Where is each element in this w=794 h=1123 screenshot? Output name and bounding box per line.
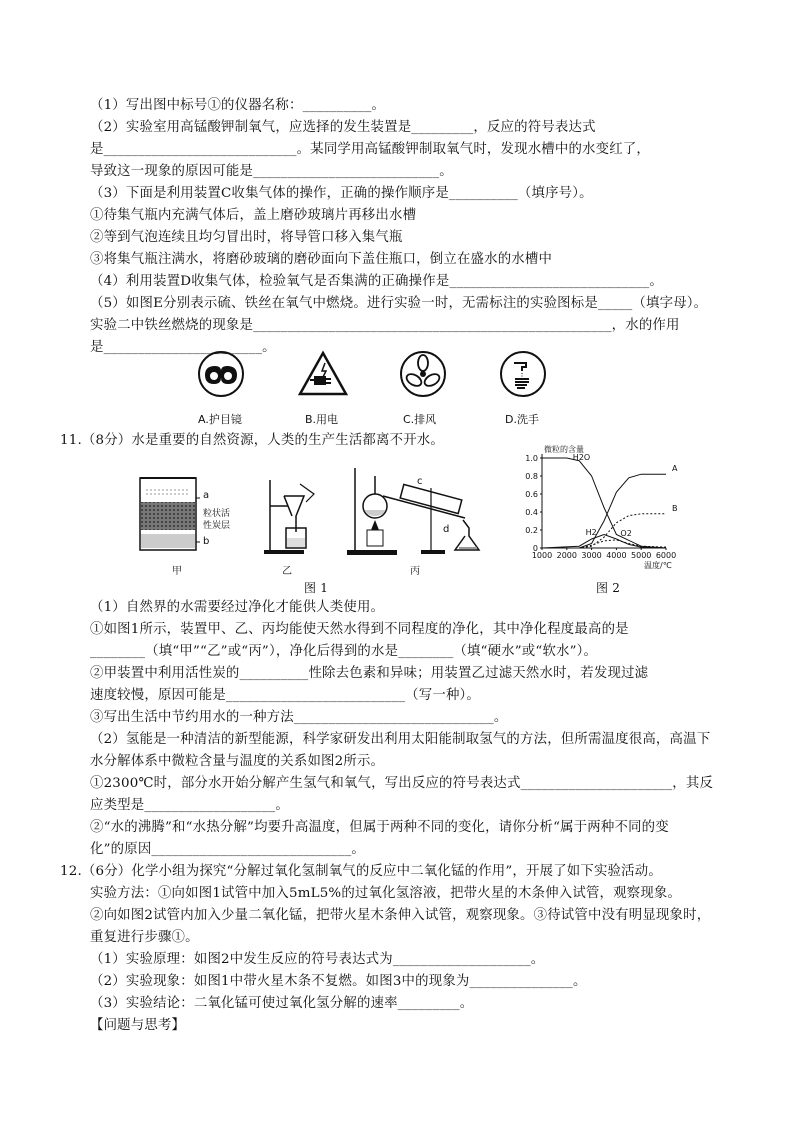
q-text-line: ③将集气瓶注满水，将磨砂玻璃的磨砂面向下盖住瓶口，倒立在盛水的水槽中 [90,252,553,267]
q-text-line: 化”的原因_____________________________。 [90,842,365,857]
x-tick-label: 6000 [655,551,677,560]
q-text-line: （2）实验现象：如图1中带火星木条不复燃。如图3中的现象为_______________。 [90,974,587,989]
series-label: B [672,503,678,513]
x-tick-label: 1000 [531,551,553,560]
label-a: a [203,490,210,501]
q-text-line: 重复进行步骤①。 [90,930,199,945]
q-text-line: 【问题与思考】 [90,1018,186,1033]
ventilation-icon [398,349,448,399]
label-b: b [203,536,210,547]
figure2-caption: 图 2 [596,581,621,595]
series-label: H2 [585,528,597,537]
q-text-line: ②向如图2试管内加入少量二氧化锰，把带火星木条伸入试管，观察现象。③待试管中没有明显现象时， [90,908,711,923]
q-text-line: （3）下面是利用装置C收集气体的操作，正确的操作顺序是__________（填序号）。 [90,186,593,201]
q-text-line: （3）实验结论：二氧化锰可使过氧化氢分解的速率_________。 [90,996,474,1011]
q-text-line: 12.（6分）化学小组为探究“分解过氧化氢制氧气的反应中二氧化锰的作用”，开展了如下实验活动。 [60,864,662,879]
water-purifier-apparatus [136,472,200,554]
q-text-line: ③写出生活中节约用水的一种方法_____________________________。 [90,710,508,725]
q-text-line: （5）如图E分别表示硫、铁丝在氧气中燃烧。进行实验一时，无需标注的实验图标是_____（填字母）。 [90,296,708,311]
x-tick-label: 2000 [556,551,577,560]
y-axis-label: 微粒的含量 [544,445,584,454]
label-c: c [417,476,423,487]
hand-wash-icon [498,349,548,399]
q-text-line: （2）实验室用高锰酸钾制氧气，应选择的发生装置是_________，反应的符号表达式 [90,120,596,135]
series-label: H2O [572,453,591,462]
y-tick-label: 1.0 [525,454,538,463]
q-text-line: ________（填“甲”“乙”或“丙”），净化后得到的水是________（填“硬水”或“软水”）。 [90,644,598,659]
x-tick-label: 5000 [631,551,652,560]
carbon-layer-label: 性炭层 [203,521,231,531]
q-text-line: 11.（8分）水是重要的自然资源，人类的生产生活都离不开水。 [60,433,444,448]
q-text-line: ②等到气泡连续且均匀冒出时，将导管口移入集气瓶 [90,230,403,245]
series-label: A [672,464,678,474]
icon-caption: D.洗手 [505,413,539,426]
series-label: O2 [620,528,632,538]
q-text-line: （2）氢能是一种清洁的新型能源，科学家研发出利用太阳能制取氢气的方法，但所需温度很高，高温下 [90,732,711,747]
q-text-line: 实验方法：①向如图1试管中加入5mL5%的过氧化氢溶液，把带火星的木条伸入试管，观察现象。 [90,886,682,901]
q-text-line: ①如图1所示，装置甲、乙、丙均能使天然水得到不同程度的净化，其中净化程度最高的是 [90,622,629,637]
q-text-line: ①待集气瓶内充满气体后，盖上磨砂玻璃片再移出水槽 [90,208,417,223]
x-axis-label: 温度/℃ [644,561,672,570]
q-text-line: ①2300℃时，部分水开始分解产生氢气和氧气，写出反应的符号表达式______________________，其反 [90,776,714,791]
icon-caption: C.排风 [403,413,437,426]
apparatus-label-jia: 甲 [172,566,182,577]
y-tick-label: 0.6 [525,490,538,499]
icon-caption: B.用电 [305,413,339,426]
x-tick-label: 3000 [581,551,602,560]
apparatus-label-bing: 丙 [410,566,420,577]
figure1-caption: 图 1 [304,581,329,595]
q-text-line: 导致这一现象的原因可能是___________________________。 [90,164,453,179]
q-text-line: ②甲装置中利用活性炭的__________性除去色素和异味；用装置乙过滤天然水时，若发现过滤 [90,666,649,681]
electricity-icon [296,349,350,399]
icon-caption: A.护目镜 [198,413,242,426]
q-text-line: 水分解体系中微粒含量与温度的关系如图2所示。 [90,754,385,769]
q-text-line: （1）自然界的水需要经过净化才能供人类使用。 [90,600,385,615]
q-text-line: 是_______________________。 [90,340,276,355]
q-text-line: （1）写出图中标号①的仪器名称：__________。 [90,98,386,113]
apparatus-label-yi: 乙 [282,566,292,577]
q-text-line: 速度较慢，原因可能是__________________________（写一种）。 [90,688,481,703]
y-tick-label: 0.4 [525,508,538,517]
filtration-apparatus [262,476,322,556]
x-tick-label: 4000 [606,551,627,560]
series-line-b [542,514,666,548]
goggles-icon [196,349,246,399]
y-tick-label: 0.2 [525,526,538,535]
y-tick-label: 0.8 [525,472,538,481]
carbon-layer-label: 粒状活 [203,509,231,519]
q-text-line: 是____________________________。某同学用高锰酸钾制取氧气时，发现水槽中的水变红了， [90,142,651,157]
label-d: d [443,524,450,535]
particle-content-chart [516,444,694,574]
q-text-line: （1）实验原理：如图2中发生反应的符号表达式为____________________。 [90,952,545,967]
q-text-line: 实验二中铁丝燃烧的现象是____________________________________________________，水的作用 [90,318,680,333]
q-text-line: 应类型是___________________。 [90,798,289,813]
y-tick-label: 0 [532,544,538,553]
q-text-line: （4）利用装置D收集气体，检验氧气是否集满的正确操作是_____________________________。 [90,274,663,289]
q-text-line: ②“水的沸腾”和“水热分解”均要升高温度，但属于两种不同的变化，请你分析“属于两种不同的变 [90,820,669,835]
